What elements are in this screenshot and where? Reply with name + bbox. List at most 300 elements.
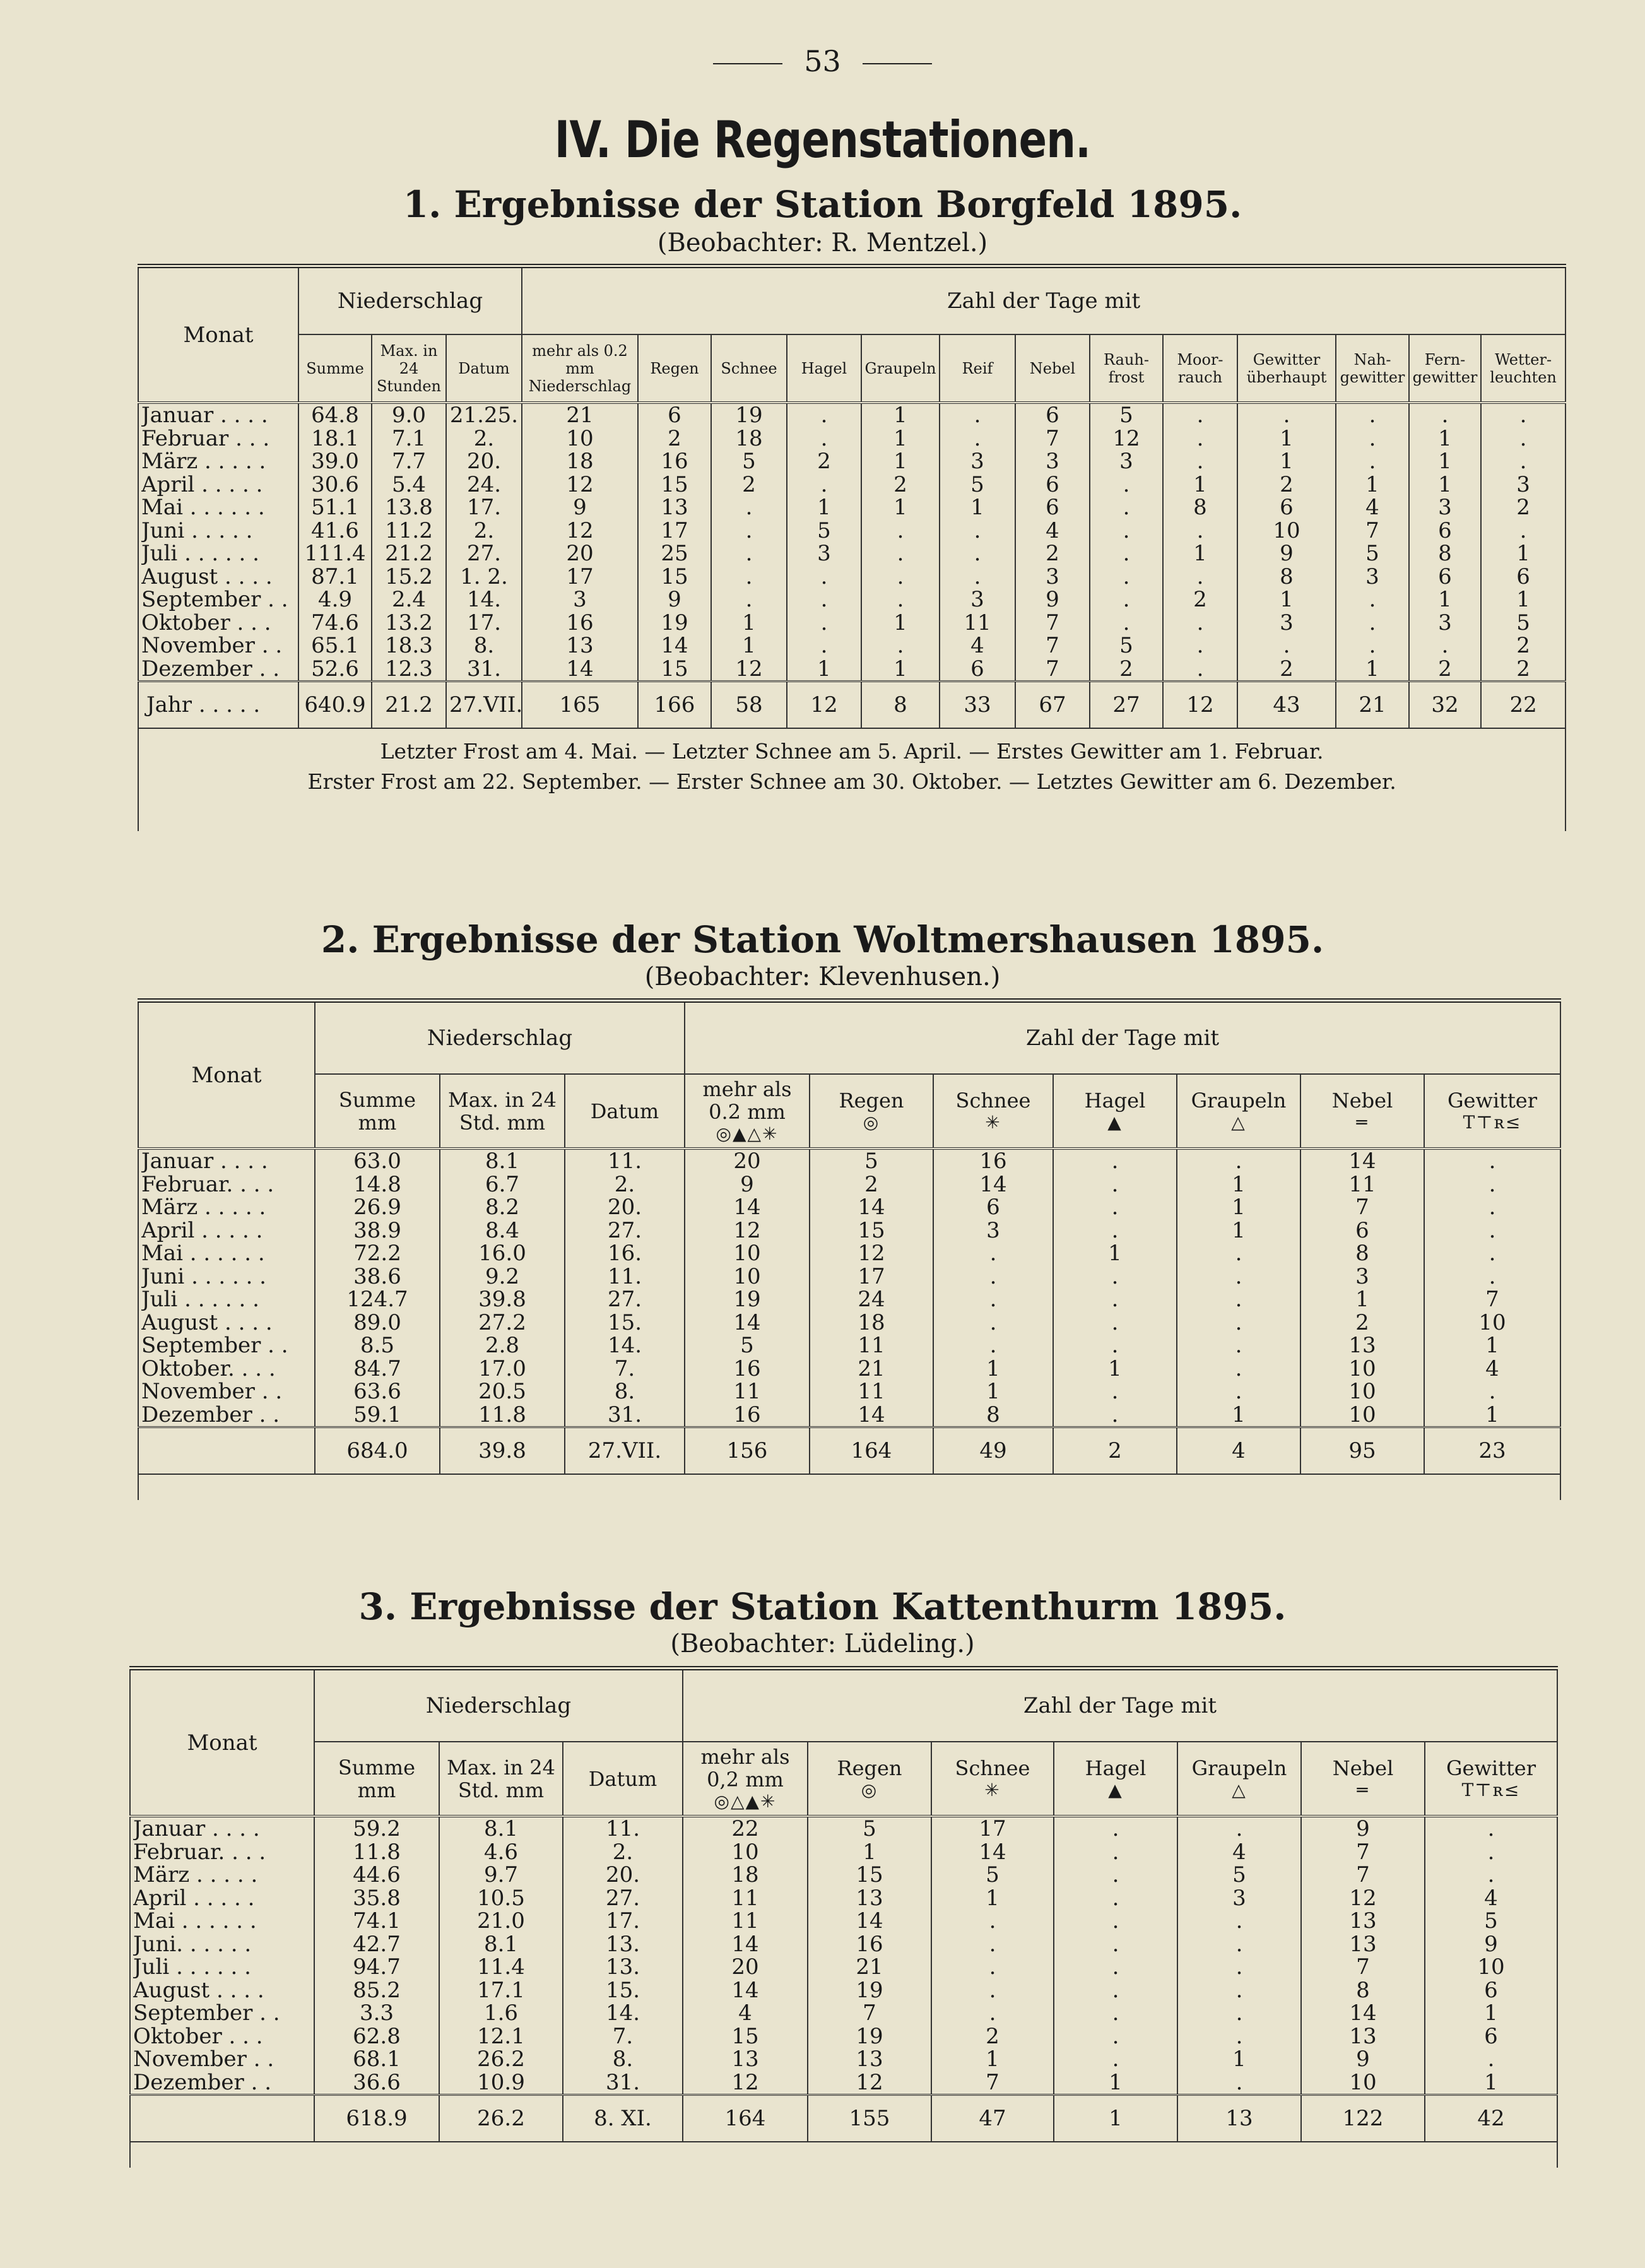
data-cell: 4.6 [483,1840,519,1863]
data-cell: 16 [856,1932,883,1956]
total-cell: 47 [931,2095,1054,2142]
data-cell: . [1235,1334,1242,1357]
total-cell: 21.2 [372,682,446,729]
data-cell: 5 [1516,611,1530,634]
data-cell: . [1123,565,1130,588]
data-cell: . [820,611,828,634]
col-rauhfrost: Rauh-frost [1090,334,1163,403]
data-cell: 17 [661,519,688,542]
precip-group-header: Niederschlag [314,1669,683,1742]
data-cell: 27.2 [478,1311,526,1334]
col-header-4 [685,1074,810,1149]
data-cell: 1 [1484,2070,1498,2094]
data-cell: 14. [607,1334,642,1357]
data-cell: 12.3 [385,657,433,680]
data-cell: 15 [858,1219,885,1242]
month-label: Oktober . . . [141,611,271,634]
data-cell: . [1112,1886,1119,1910]
data-cell: 1 [817,496,831,519]
data-cell: 11 [858,1380,885,1403]
data-cell: . [1369,404,1376,427]
data-cell: . [1235,2024,1243,2048]
total-cell: 8. XI. [563,2095,683,2142]
data-cell: 20 [566,542,594,565]
data-cell: . [1489,1380,1496,1403]
month-label: Februar . . . [141,427,270,450]
data-cell: . [1235,1978,1243,2002]
data-cell: 17.1 [477,1978,525,2002]
data-cell: . [1369,634,1376,658]
data-cell: 1 [1438,450,1452,473]
col-header-1 [314,1742,439,1816]
data-cell: 26.2 [477,2048,525,2071]
section-2-observer: (Beobachter: Klevenhusen.) [644,962,1001,991]
data-cell: 6 [1516,565,1530,588]
data-cell: . [745,496,753,519]
data-cell: 3 [1438,496,1452,519]
data-cell: 19 [856,1978,883,2002]
data-cell: 5.4 [391,473,427,496]
data-cell: 7 [1046,427,1059,450]
data-cell: 6 [1438,565,1452,588]
col-header-5 [808,1742,931,1816]
data-cell: 15 [856,1863,883,1887]
data-cell: 18 [566,450,594,473]
data-cell: . [1123,542,1130,565]
col-header-7 [1054,1742,1177,1816]
data-cell: . [1112,1978,1119,2002]
data-cell: 3 [1438,611,1452,634]
data-cell: 6 [1046,404,1059,427]
data-cell: . [1519,404,1527,427]
data-cell: . [1235,1242,1242,1265]
data-cell: 15 [661,473,688,496]
data-cell: 63.6 [353,1380,401,1403]
total-cell: 618.9 [314,2095,439,2142]
total-cell: 43 [1237,682,1336,729]
rule-left [713,63,782,64]
data-cell: 10 [733,1242,761,1265]
data-cell: . [1489,1172,1496,1196]
table-foot [130,2142,1557,2168]
data-cell: 16 [661,450,688,473]
data-cell: . [989,1334,997,1357]
total-label [130,2095,314,2142]
data-cell: 39.8 [478,1288,526,1311]
month-label: April . . . . . [141,1219,263,1242]
data-cell: . [1519,519,1527,542]
data-column-9 [940,403,1015,682]
data-cell: 5 [1232,1863,1246,1887]
data-cell: . [1111,1265,1119,1288]
data-cell: . [1123,496,1130,519]
section-1-title: 1. Ergebnisse der Station Borgfeld 1895. [403,183,1242,226]
data-cell: 27. [466,542,502,565]
weather-symbol-icon: T⊤ʀ≤ [1461,1780,1521,1800]
month-label: Oktober . . . [133,2024,263,2048]
data-cell: 2. [473,427,495,450]
total-cell: 13 [1177,2095,1301,2142]
data-cell: 2 [742,473,756,496]
data-cell: 9.2 [485,1265,520,1288]
data-cell: 1 [1280,588,1294,611]
data-cell: . [1489,1219,1496,1242]
data-cell: . [974,542,981,565]
total-cell: 166 [638,682,711,729]
data-cell: 5 [1119,404,1133,427]
data-cell: 3 [817,542,831,565]
data-cell: 7 [1046,657,1059,680]
data-cell: 10.5 [477,1886,525,1910]
data-cell: 2 [1119,657,1133,680]
data-cell: 6 [1438,519,1452,542]
total-cell: 684.0 [315,1427,440,1475]
data-cell: 8.4 [485,1219,520,1242]
data-cell: 18 [735,427,763,450]
data-column-10 [1425,1816,1557,2095]
col-header-label: Schnee [955,1756,1030,1780]
month-label: Mai . . . . . . [141,496,265,519]
data-cell: . [1283,634,1290,658]
month-label: April . . . . . [133,1886,255,1910]
data-cell: . [1235,1265,1242,1288]
data-cell: 7 [863,2002,876,2025]
data-cell: . [1489,1265,1496,1288]
data-cell: 10 [1478,1311,1506,1334]
data-cell: 65.1 [311,634,359,658]
data-cell: . [1123,519,1130,542]
data-column-2 [372,403,446,682]
data-column-10 [1015,403,1090,682]
data-cell: 63.0 [353,1150,401,1173]
data-cell: . [1112,1910,1119,1933]
data-cell: 10 [731,1840,759,1863]
total-row [130,2095,1557,2142]
data-cell: 2 [1046,542,1059,565]
data-cell: 11. [607,1150,642,1173]
data-cell: 19 [735,404,763,427]
data-cell: 89.0 [353,1311,401,1334]
data-cell: 4 [1484,1886,1498,1910]
data-cell: 7 [1046,611,1059,634]
col-max: Max. in 24 Stunden [372,334,446,403]
data-cell: 31. [607,1403,642,1426]
data-cell: 1 [893,450,907,473]
col-header-10 [1424,1074,1560,1149]
data-cell: . [1111,1334,1119,1357]
data-cell: 8.5 [360,1334,395,1357]
data-cell: 64.8 [311,404,359,427]
data-column-7 [787,403,861,682]
data-cell: 9 [1356,1817,1370,1841]
data-cell: 8 [1193,496,1207,519]
data-cell: 13 [731,2048,759,2071]
data-cell: 1 [986,1380,1000,1403]
data-cell: 39.0 [311,450,359,473]
col-moorrauch: Moor-rauch [1163,334,1237,403]
data-cell: . [820,588,828,611]
data-column-13 [1237,403,1336,682]
data-cell: 14 [858,1403,885,1426]
data-cell: . [1112,2048,1119,2071]
data-cell: 8.1 [485,1150,520,1173]
data-cell: 62.8 [353,2024,401,2048]
col-nebel: Nebel [1015,334,1090,403]
total-cell: 26.2 [439,2095,563,2142]
data-cell: . [1489,1150,1496,1173]
data-cell: 9 [1046,588,1059,611]
data-cell: 14. [466,588,502,611]
total-cell: 122 [1301,2095,1425,2142]
data-cell: 6 [1355,1219,1369,1242]
month-label: Juli . . . . . . [133,1956,251,1979]
data-column-3 [565,1149,685,1427]
data-cell: 20. [607,1196,642,1219]
col-header-label: Max. in 24 Std. mm [447,1755,555,1802]
data-cell: . [1112,1932,1119,1956]
data-cell: 14 [858,1196,885,1219]
data-cell: . [1111,1172,1119,1196]
data-cell: 94.7 [353,1956,401,1979]
data-cell: . [1235,1932,1243,1956]
data-cell: . [1441,404,1449,427]
data-cell: 1 [1438,473,1452,496]
column-header-row [130,1742,1557,1816]
data-cell: 2 [1438,657,1452,680]
weather-symbol-icon: ═ [1356,1112,1369,1133]
data-cell: . [820,427,828,450]
data-cell: . [989,1956,996,1979]
data-cell: 6 [1484,1978,1498,2002]
data-cell: 12 [1112,427,1140,450]
data-cell: 10 [1348,1380,1376,1403]
col-header-2 [439,1742,563,1816]
column-header-row [138,1074,1560,1149]
data-cell: 8 [986,1403,1000,1426]
data-body [138,1149,1560,1427]
total-cell: 33 [940,682,1015,729]
section-1-observer: (Beobachter: R. Mentzel.) [657,228,988,257]
data-cell: 1 [986,2048,999,2071]
month-label: September . . [133,2002,280,2025]
month-label: Juni . . . . . . [141,1265,266,1288]
data-cell: 6 [970,657,984,680]
col-header-label: mehr als 0.2 mm [702,1077,792,1124]
data-cell: 12 [735,657,763,680]
data-cell: . [820,473,828,496]
month-label: März . . . . . [141,1196,266,1219]
data-cell: 13.2 [385,611,433,634]
data-cell: 20. [466,450,502,473]
data-cell: 1 [817,657,831,680]
data-cell: 11.4 [477,1956,525,1979]
data-cell: . [1196,519,1204,542]
col-regen: Regen [638,334,711,403]
col-header-2 [440,1074,565,1149]
total-cell: 164 [683,2095,808,2142]
data-cell: 38.6 [353,1265,401,1288]
data-cell: 8 [1355,1242,1369,1265]
data-cell: 36.6 [353,2070,401,2094]
data-cell: 16 [733,1357,761,1380]
data-cell: 13 [1349,1910,1377,1933]
data-cell: . [1196,657,1204,680]
data-cell: 11.8 [478,1403,526,1426]
data-cell: . [974,519,981,542]
data-cell: 9 [573,496,587,519]
data-cell: . [1123,611,1130,634]
data-cell: . [1369,611,1376,634]
data-cell: 4 [1365,496,1379,519]
data-cell: 27. [605,1886,640,1910]
data-cell: 4 [970,634,984,658]
data-cell: 11.2 [385,519,433,542]
data-cell: 4 [1046,519,1059,542]
data-cell: . [989,1288,997,1311]
data-cell: 14.8 [353,1172,401,1196]
total-cell: 1 [1054,2095,1177,2142]
data-cell: 8 [1438,542,1452,565]
table-foot [138,1474,1560,1500]
data-cell: 6 [1046,473,1059,496]
col-header-label: Graupeln [1191,1756,1287,1780]
weather-symbol-icon: ▲ [1108,1780,1123,1800]
data-cell: 7.1 [391,427,427,450]
total-cell: 42 [1425,2095,1557,2142]
data-column-2 [440,1149,565,1427]
data-cell: 87.1 [311,565,359,588]
data-cell: . [1196,450,1204,473]
data-cell: 6 [986,1196,1000,1219]
data-column-5 [808,1816,931,2095]
total-cell: 640.9 [298,682,372,729]
data-cell: 1 [1109,2070,1123,2094]
data-cell: 31. [605,2070,640,2094]
data-cell: 18.1 [311,427,359,450]
data-cell: 27. [607,1219,642,1242]
total-cell: 4 [1177,1427,1300,1475]
col-header-label: Datum [590,1099,659,1123]
data-cell: 14 [661,634,688,658]
weather-symbol-icon: △ [1232,1780,1247,1800]
data-cell: 16 [566,611,594,634]
data-cell: 20.5 [478,1380,526,1403]
data-cell: 10 [1349,2070,1377,2094]
data-cell: 2 [1516,634,1530,658]
data-column-10 [1424,1149,1560,1427]
data-cell: 9 [1484,1932,1498,1956]
month-label: Dezember . . [141,657,280,680]
days-group-header: Zahl der Tage mit [685,1001,1560,1075]
data-cell: 15 [661,657,688,680]
data-cell: 25 [661,542,688,565]
data-cell: 1 [863,1840,876,1863]
data-cell: 1 [986,1357,1000,1380]
data-cell: 7 [1356,1863,1370,1887]
chapter-title: IV. Die Regenstationen. [554,110,1091,169]
data-cell: 15. [605,1978,640,2002]
month-label: August . . . . [141,565,273,588]
data-cell: 15 [661,565,688,588]
data-cell: . [1111,1380,1119,1403]
col-graupeln: Graupeln [861,334,940,403]
data-column-6 [933,1149,1053,1427]
data-cell: 13.8 [385,496,433,519]
month-label: September . . [141,588,288,611]
data-cell: 6 [668,404,681,427]
data-cell: . [989,1978,996,2002]
total-row [138,682,1565,729]
month-column [138,1149,315,1427]
total-cell: 8 [861,682,940,729]
data-cell: 11 [731,1886,759,1910]
data-column-9 [1300,1149,1424,1427]
weather-symbol-icon: ✳ [985,1112,1001,1133]
data-cell: . [1112,2002,1119,2025]
data-cell: . [1235,1956,1243,1979]
col-ferngewitter: Fern-gewitter [1409,334,1481,403]
data-cell: 8 [1356,1978,1370,2002]
col-header-label: Hagel [1084,1089,1146,1113]
precip-group-header: Niederschlag [315,1001,685,1075]
data-cell: 9 [1356,2048,1370,2071]
data-cell: 1 [1485,1403,1499,1426]
data-cell: 7 [986,2070,999,2094]
data-cell: 12 [1349,1886,1377,1910]
total-cell: 27.VII. [565,1427,685,1475]
total-cell: 23 [1424,1427,1560,1475]
data-column-8 [1177,1149,1300,1427]
data-cell: 10 [566,427,594,450]
total-cell: 164 [810,1427,933,1475]
data-cell: 13 [1349,2024,1377,2048]
data-cell: 3 [970,588,984,611]
data-cell: 26.9 [353,1196,401,1219]
data-cell: . [1112,2024,1119,2048]
data-cell: 14 [1349,2002,1377,2025]
col-header-label: Nebel [1332,1756,1394,1780]
data-cell: . [1489,1242,1496,1265]
data-cell: 9 [1280,542,1294,565]
col-schnee: Schnee [711,334,787,403]
data-cell: 27. [607,1288,642,1311]
total-cell: 95 [1300,1427,1424,1475]
data-cell: 38.9 [353,1219,401,1242]
col-header-3 [563,1742,683,1816]
total-cell: 22 [1481,682,1565,729]
data-cell: 1 [1484,2002,1498,2025]
total-cell: 67 [1015,682,1090,729]
data-column-7 [1054,1816,1177,2095]
weather-symbol-icon: ◎ [861,1780,878,1800]
col-header-6 [933,1074,1053,1149]
woltmershausen-table [138,998,1561,1500]
data-cell: 5 [1365,542,1379,565]
total-cell: 27.VII. [446,682,522,729]
data-cell: 2 [668,427,681,450]
month-label: Juni. . . . . . [133,1932,252,1956]
data-cell: . [1441,634,1449,658]
data-cell: 7 [1356,1840,1370,1863]
data-cell: . [1369,427,1376,450]
data-cell: 7 [1485,1288,1499,1311]
col-wetterleuchten: Wetter-leuchten [1481,334,1565,403]
weather-symbol-icon: ═ [1357,1780,1369,1800]
month-label: Januar . . . . [141,1150,268,1173]
page-number: 53 [0,44,1645,78]
data-cell: 1. 2. [460,565,508,588]
data-cell: 6 [1046,496,1059,519]
